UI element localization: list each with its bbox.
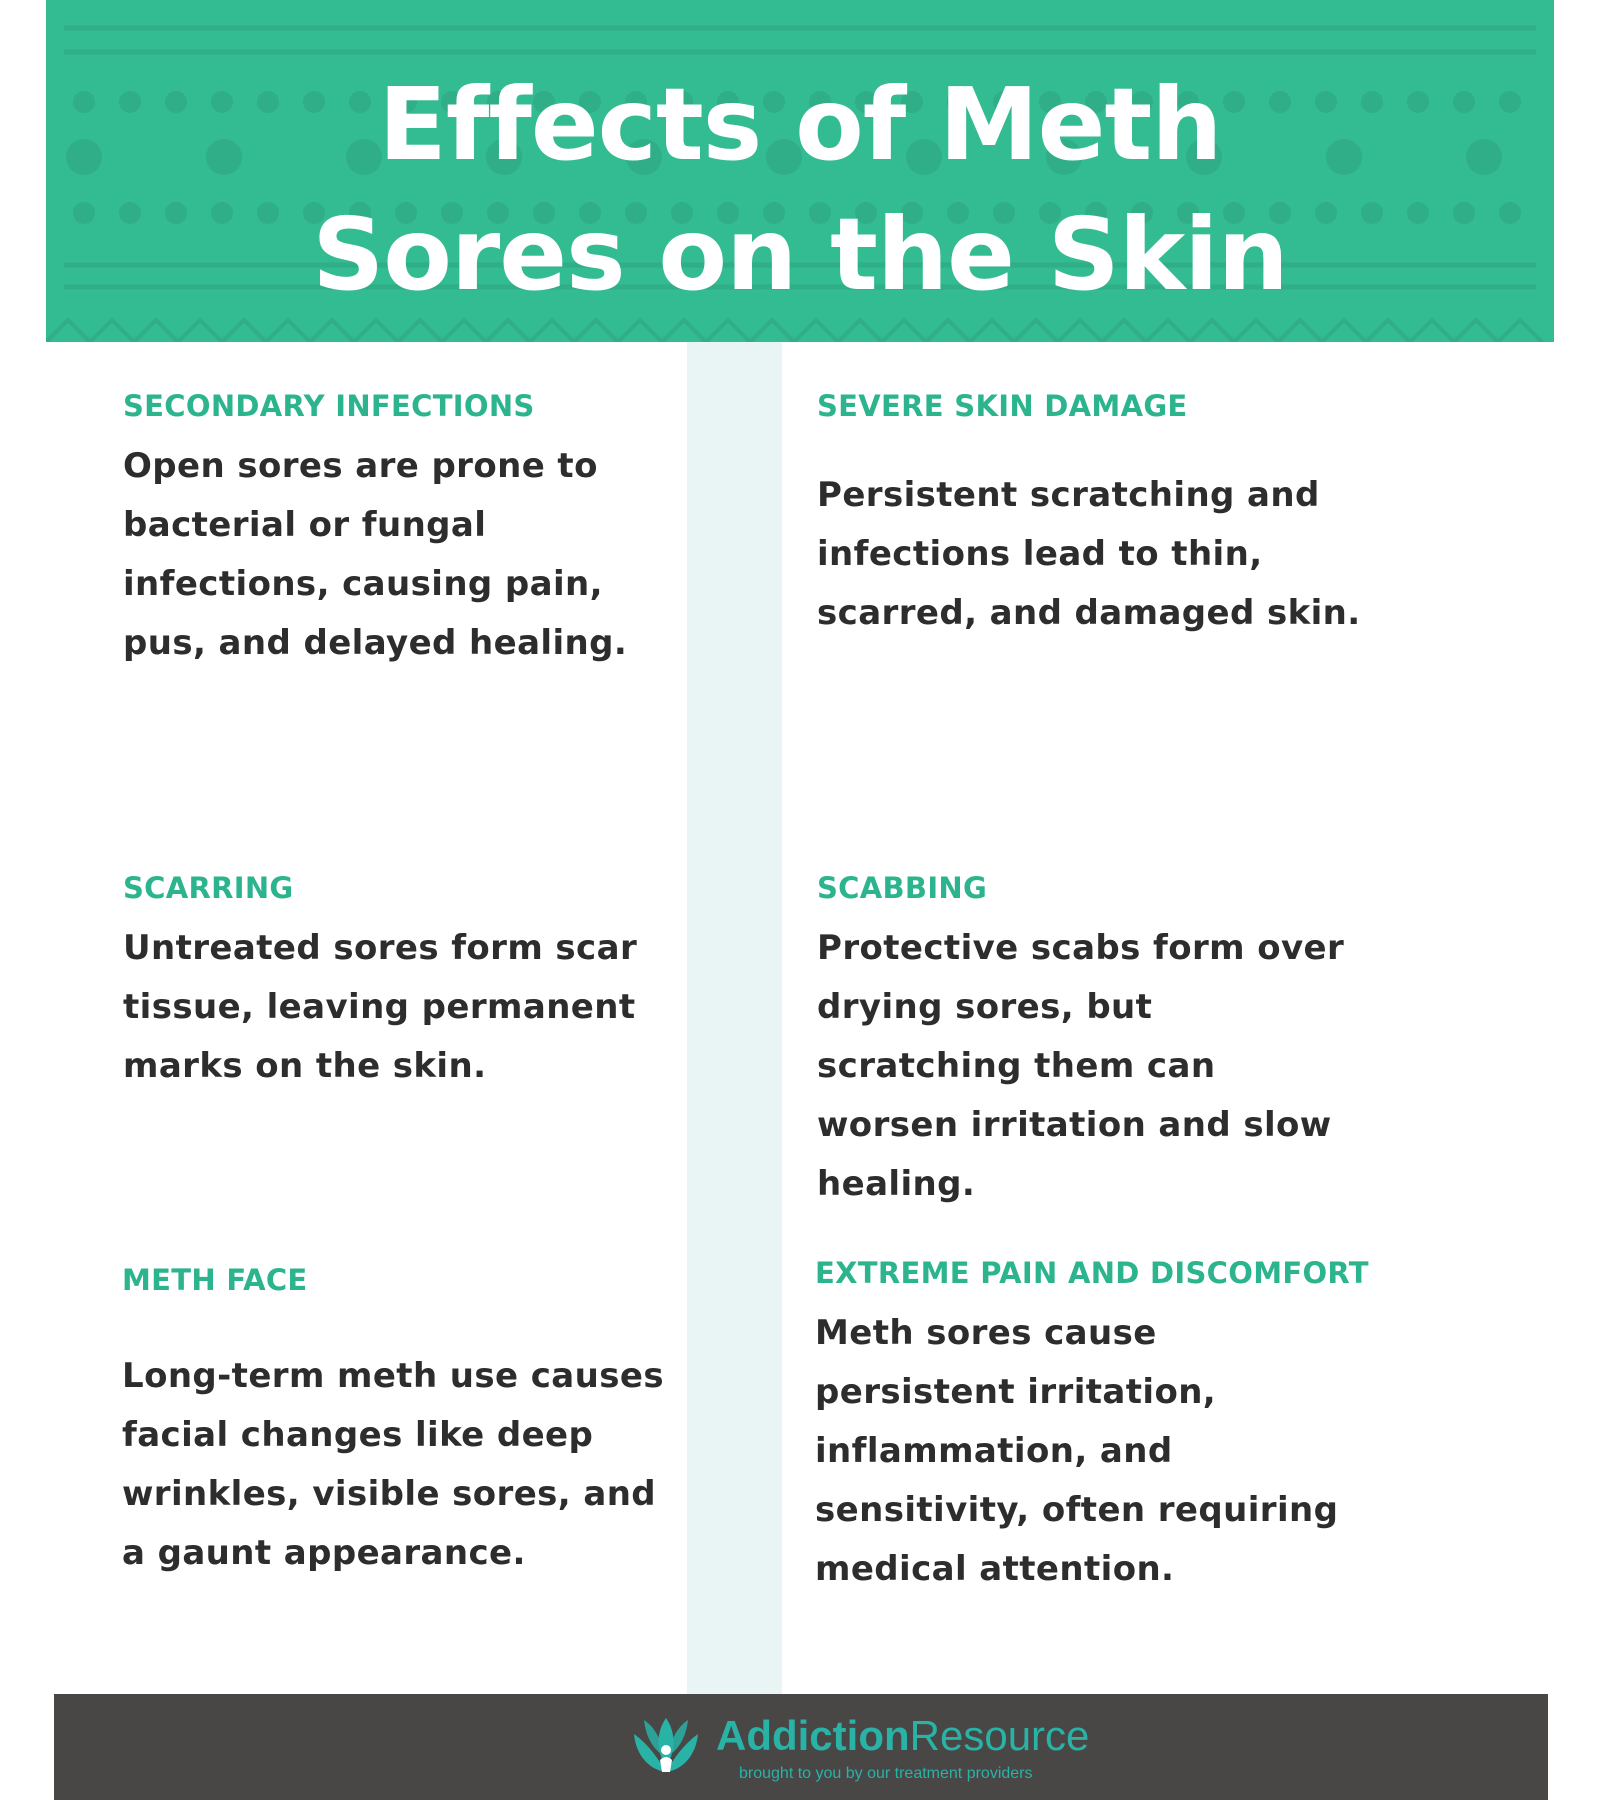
section-body: Protective scabs form over drying sores, but scratching them can worsen irritation and slow healing. xyxy=(817,928,1345,1204)
section-body: Long-term meth use causes facial changes like deep wrinkles, visible sores, and a gaunt appearance. xyxy=(122,1356,664,1573)
section-scarring xyxy=(123,868,683,1096)
section-heading: METH FACE xyxy=(122,1263,308,1297)
page-title-line-2: Sores on the Skin xyxy=(312,196,1288,313)
section-body: Open sores are prone to bacterial or fungal infections, causing pain, pus, and delayed healing. xyxy=(123,446,628,663)
section-extreme-pain xyxy=(815,1253,1369,1599)
section-body: Untreated sores form scar tissue, leaving permanent marks on the skin. xyxy=(123,928,638,1086)
section-heading: SCARRING xyxy=(123,871,294,905)
section-heading: SEVERE SKIN DAMAGE xyxy=(817,389,1188,423)
section-meth-face xyxy=(122,1260,682,1583)
brand-name-part-2: Resource xyxy=(909,1712,1090,1759)
section-body: Persistent scratching and infections lead to thin, scarred, and damaged skin. xyxy=(817,475,1361,633)
section-severe-skin-damage xyxy=(817,386,1372,643)
section-heading: SECONDARY INFECTIONS xyxy=(123,389,535,423)
header-banner xyxy=(46,0,1554,342)
footer-bar xyxy=(54,1694,1548,1800)
section-heading: SCABBING xyxy=(817,871,988,905)
section-heading: EXTREME PAIN AND DISCOMFORT xyxy=(815,1256,1369,1290)
brand-tagline: brought to you by our treatment providers xyxy=(739,1765,1033,1782)
page-title-line-1: Effects of Meth xyxy=(378,66,1222,183)
brand-name xyxy=(716,1712,1089,1760)
section-scabbing xyxy=(817,868,1352,1214)
brand-logo[interactable] xyxy=(626,1706,1146,1796)
brand-name-part-1: Addiction xyxy=(716,1712,910,1759)
column-divider xyxy=(687,342,782,1694)
section-secondary-infections xyxy=(123,386,683,673)
lotus-icon xyxy=(626,1710,706,1790)
section-body: Meth sores cause persistent irritation, inflammation, and sensitivity, often requiring medical attention. xyxy=(815,1313,1339,1589)
